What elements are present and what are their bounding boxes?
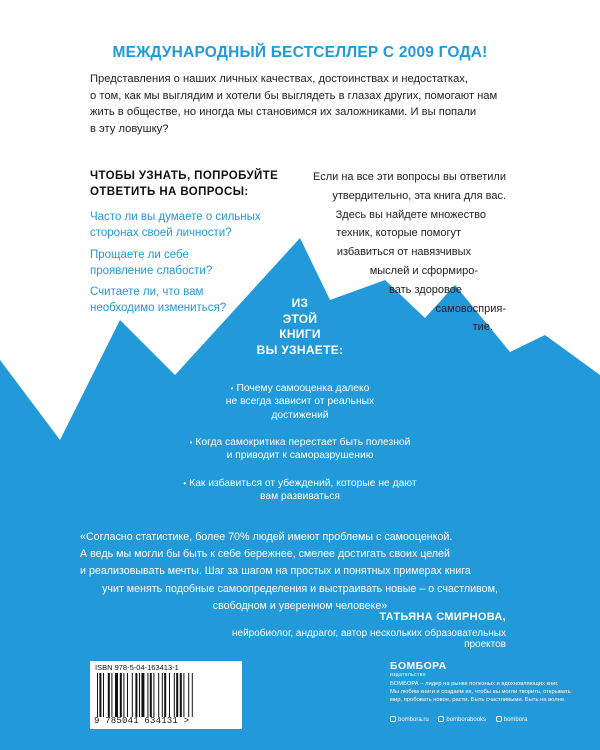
barcode-bar [188, 673, 189, 717]
barcode-bar [183, 673, 184, 717]
bullet-line: достижений [271, 409, 329, 421]
publisher-logo: БОМБОРА [390, 660, 447, 672]
bullet-line: Как избавиться от убеждений, которые не дают [189, 478, 417, 489]
question-line: Считаете ли, что вам [90, 286, 204, 298]
barcode-bar [111, 673, 112, 717]
intro-line: в эту ловушку? [90, 122, 169, 135]
answer-line: избавиться от навязчивых [336, 246, 471, 259]
quote-line: учит менять подобные самоопределения и выстраивать новые – о счастливом, [102, 582, 498, 595]
barcode-bar [139, 673, 140, 717]
barcode-bar [169, 673, 170, 717]
answer-line: мыслей и сформиро- [369, 264, 478, 277]
quote-line: и реализовывать мечты. Шаг за шагом на простых и понятных примерах книга [80, 565, 471, 578]
social-label: bombora [503, 717, 528, 723]
barcode-bar [115, 673, 118, 717]
question-item [90, 210, 270, 241]
barcode-bar [132, 673, 133, 717]
isbn-label: ISBN 978-5-04-163413-1 [95, 663, 179, 672]
intro-line: жить в обществе, но иногда мы становимся их заложниками. И вы попали [90, 106, 477, 118]
quote-line: А ведь мы могли бы быть к себе бережнее, смелее достигать своих целей [80, 548, 451, 561]
bullet-dot-icon: • [189, 438, 193, 447]
publisher-logo-subtitle: издательство [390, 672, 426, 678]
answer-line: техник, которые помогут [336, 227, 461, 240]
barcode-number: 9 785041 634131 > [94, 716, 190, 726]
answer-line: утвердительно, эта книга для вас. [332, 189, 506, 202]
question-item [90, 285, 270, 316]
vk-icon [438, 716, 444, 722]
barcode-bar [153, 673, 154, 717]
question-item [90, 248, 270, 279]
quote-line: свободном и уверенном человеке» [212, 599, 388, 612]
questions-heading-line: ЧТОБЫ УЗНАТЬ, ПОПРОБУЙТЕ [90, 170, 279, 182]
quote-line: «Согласно статистике, более 70% людей имеют проблемы с самооценкой. [80, 531, 453, 543]
question-line: сторонах своей личности? [90, 226, 232, 239]
barcode-bar [180, 673, 182, 717]
answer-line: вать здоровое [389, 283, 462, 296]
questions-heading-line: ОТВЕТИТЬ НА ВОПРОСЫ: [90, 186, 249, 198]
bullet-dot-icon: • [183, 479, 187, 488]
bullet-line: Почему самооценка далеко [236, 383, 370, 394]
barcode-bar [158, 673, 159, 717]
barcode-bar [162, 673, 163, 717]
barcode-bars [95, 673, 237, 717]
publisher-line: БОМБОРА – лидер на рынке полезных и вдохновляющих книг. [390, 681, 559, 687]
answer-line: Если на все эти вопросы вы ответили [312, 171, 506, 183]
barcode-bar [103, 673, 104, 717]
social-other[interactable] [496, 717, 528, 723]
bullet-line: Когда самокритика перестает быть полезной [195, 437, 411, 448]
review-quote [80, 529, 520, 615]
barcode-bar [176, 673, 178, 717]
learn-heading-line: ЭТОЙ [282, 311, 318, 326]
barcode-bar [97, 673, 98, 717]
quote-author: ТАТЬЯНА СМИРНОВА, [379, 611, 506, 623]
barcode-bar [120, 673, 122, 717]
social-icon [496, 716, 502, 722]
question-line: Часто ли вы думаете о сильных [90, 211, 261, 223]
barcode-bar [147, 673, 148, 717]
question-line: проявление слабости? [90, 264, 213, 277]
intro-line: о том, как мы выглядим и хотели бы выглядеть в глазах других, помогают нам [90, 89, 498, 102]
barcode-bar [164, 673, 166, 717]
bullet-line: и приводит к саморазрушению [226, 450, 374, 462]
bullet-dot-icon: • [230, 384, 234, 393]
globe-icon [390, 716, 396, 722]
learn-heading-line: КНИГИ [279, 327, 321, 341]
bullet-line: вам развиваться [260, 491, 340, 503]
learn-bullet [150, 477, 450, 504]
quote-author-role: нейробиолог, андрагог, автор нескольких образовательных проектов [231, 628, 506, 650]
barcode-bar [141, 673, 144, 717]
barcode-bar [192, 673, 193, 717]
answer-line: Здесь вы найдете множество [335, 208, 486, 221]
social-site[interactable] [390, 717, 429, 723]
social-label: bombora.ru [398, 717, 429, 723]
answer-line: тие. [472, 321, 493, 334]
answer-line: самовосприя- [435, 302, 506, 315]
publisher-line: Мы любим книги и создаем их, чтобы вы могли творить, открывать [390, 688, 571, 695]
questions-heading [90, 168, 290, 200]
page-title: МЕЖДУНАРОДНЫЙ БЕСТСЕЛЛЕР С 2009 ГОДА! [112, 44, 488, 61]
barcode-bar [99, 673, 101, 717]
barcode-bar [174, 673, 175, 717]
isbn-barcode [90, 661, 242, 729]
publisher-description [390, 681, 590, 704]
barcode-bar [135, 673, 137, 717]
social-label: bomborabooks [446, 717, 487, 723]
barcode-bar [127, 673, 128, 717]
question-line: необходимо измениться? [90, 301, 227, 314]
learn-bullet [150, 436, 450, 463]
barcode-bar [150, 673, 152, 717]
publisher-socials [390, 716, 535, 723]
bullet-line: не всегда зависит от реальных [225, 396, 375, 408]
learn-heading-line: ИЗ [291, 296, 309, 310]
learn-heading [250, 296, 350, 358]
barcode-bar [108, 673, 110, 717]
publisher-line: мир, пробовать новое, расти. Быть счастливыми. Быть на волне. [390, 696, 566, 703]
learn-bullet [150, 382, 450, 422]
question-line: Прощаете ли себе [90, 249, 189, 261]
intro-line: Представления о наших личных качествах, достоинствах и недостатках, [90, 73, 468, 85]
intro-paragraph [90, 71, 510, 137]
barcode-bar [123, 673, 124, 717]
learn-heading-line: ВЫ УЗНАЕТЕ: [256, 342, 344, 357]
social-vk[interactable] [438, 717, 486, 723]
